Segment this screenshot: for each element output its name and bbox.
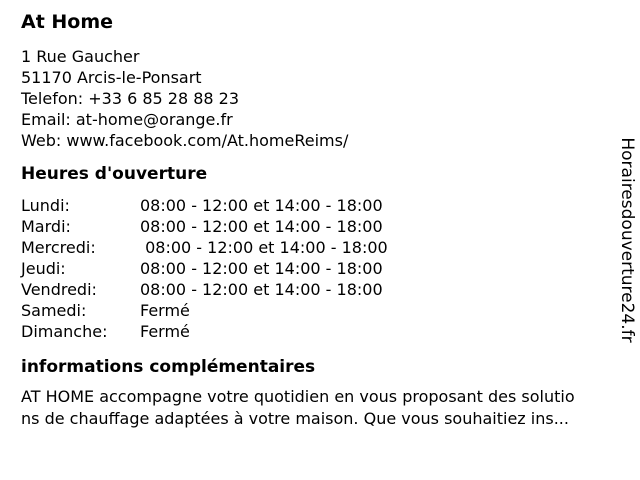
time-value: 08:00 - 12:00 et 14:00 - 18:00 bbox=[140, 196, 383, 215]
day-label: Mardi: bbox=[21, 217, 71, 236]
phone-line: Telefon: +33 6 85 28 88 23 bbox=[21, 89, 240, 108]
main-content bbox=[21, 11, 606, 429]
additional-info-heading: informations complémentaires bbox=[21, 357, 316, 377]
time-value: 08:00 - 12:00 et 14:00 - 18:00 bbox=[140, 238, 388, 257]
hours-row-friday bbox=[21, 279, 606, 300]
day-label: Mercredi: bbox=[21, 238, 96, 257]
contact-block bbox=[21, 46, 606, 151]
day-label: Dimanche: bbox=[21, 322, 108, 341]
day-label: Jeudi: bbox=[21, 259, 66, 278]
time-value: 08:00 - 12:00 et 14:00 - 18:00 bbox=[140, 259, 383, 278]
address-line-1: 1 Rue Gaucher bbox=[21, 47, 140, 66]
info-paragraph-line: AT HOME accompagne votre quotidien en vous proposant des solutio bbox=[21, 387, 575, 406]
time-value: 08:00 - 12:00 et 14:00 - 18:00 bbox=[140, 217, 383, 236]
day-label: Vendredi: bbox=[21, 280, 97, 299]
site-watermark: Horairesdouverture24.fr bbox=[617, 137, 637, 343]
hours-row-saturday bbox=[21, 300, 606, 321]
info-paragraph bbox=[21, 386, 606, 429]
page-title: At Home bbox=[21, 11, 114, 33]
address-line-2: 51170 Arcis-le-Ponsart bbox=[21, 68, 202, 87]
hours-row-wednesday bbox=[21, 237, 606, 258]
day-label: Samedi: bbox=[21, 301, 87, 320]
opening-hours-heading: Heures d'ouverture bbox=[21, 164, 208, 184]
hours-row-sunday bbox=[21, 321, 606, 342]
day-label: Lundi: bbox=[21, 196, 70, 215]
web-line: Web: www.facebook.com/At.homeReims/ bbox=[21, 131, 349, 150]
info-paragraph-line: ns de chauffage adaptées à votre maison. Que vous souhaitiez ins... bbox=[21, 408, 569, 428]
opening-hours-table bbox=[21, 195, 606, 342]
hours-row-monday bbox=[21, 195, 606, 216]
email-line: Email: at-home@orange.fr bbox=[21, 110, 233, 129]
time-value: Fermé bbox=[140, 322, 190, 341]
hours-row-thursday bbox=[21, 258, 606, 279]
hours-row-tuesday bbox=[21, 216, 606, 237]
time-value: 08:00 - 12:00 et 14:00 - 18:00 bbox=[140, 280, 383, 299]
time-value: Fermé bbox=[140, 301, 190, 320]
